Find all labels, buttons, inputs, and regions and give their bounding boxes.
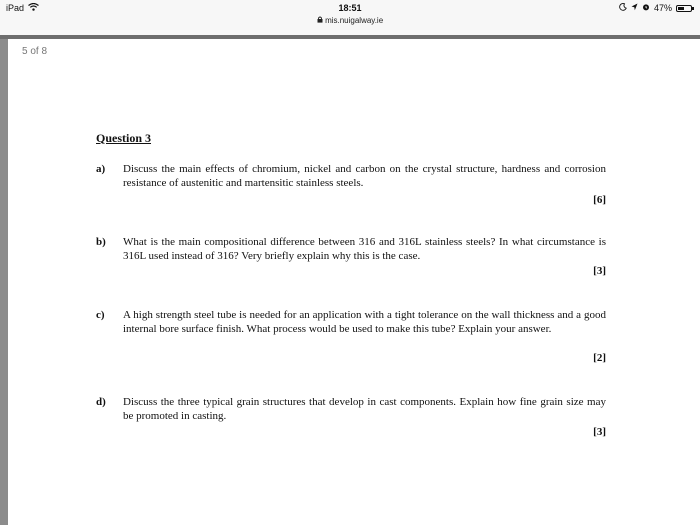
device-name: iPad [6,3,25,13]
question-part-d [96,395,606,440]
battery-icon [676,5,692,12]
question-part-c [96,308,606,368]
clock: 18:51 [338,3,362,13]
status-bar [0,0,700,35]
part-text: What is the main compositional difference between 316 and 316L stainless steels? In what circumstance is 316L used instead of 316? Very briefly explain why this is the case. [123,236,606,262]
part-text: Discuss the main effects of chromium, nickel and carbon on the crystal structure, hardness and corrosion resistance of austenitic and martensitic stainless steels. [123,163,606,189]
address-bar[interactable] [0,16,700,25]
battery-percent: 47% [653,3,672,13]
alarm-clock-icon [642,3,650,13]
part-marks: [3] [593,265,606,277]
part-text: A high strength steel tube is needed for an application with a tight tolerance on the wall thickness and a good internal bore surface finish. What process would be used to make this tube? Explain your answer. [123,309,606,335]
part-text: Discuss the three typical grain structures that develop in cast components. Explain how fine grain size may be promoted in casting. [123,396,606,422]
part-letter: d) [96,396,106,408]
location-arrow-icon [631,3,638,13]
status-right [619,3,692,13]
part-marks: [6] [593,194,606,206]
part-letter: c) [96,309,105,321]
page-indicator: 5 of 8 [22,46,48,57]
lock-icon [317,16,325,25]
document-page[interactable] [8,39,700,525]
question-title: Question 3 [96,131,152,145]
url-text: mis.nuigalway.ie [325,16,384,25]
part-letter: a) [96,163,106,175]
moon-icon [619,3,627,13]
question-part-a [96,162,606,207]
part-letter: b) [96,236,106,248]
part-marks: [3] [593,426,606,438]
part-marks: [2] [593,352,606,364]
question-part-b [96,235,606,280]
